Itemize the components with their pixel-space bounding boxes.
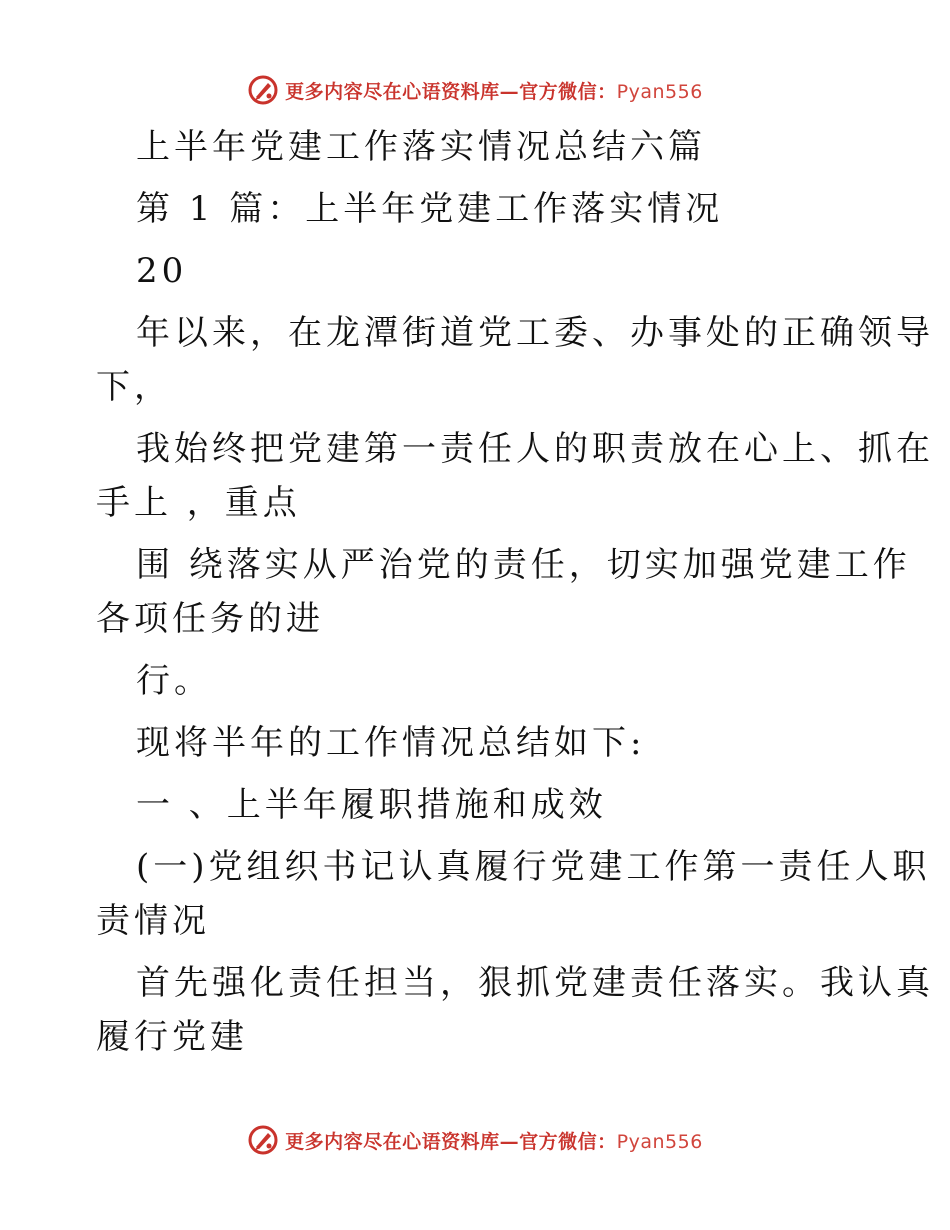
paragraph-line: 围 绕落实从严治党的责任，切实加强党建工作 — [136, 545, 911, 585]
paragraph-line: 年以来，在龙潭街道党工委、办事处的正确领导 — [136, 313, 934, 353]
header-site-text: 更多内容尽在心语资料库—官方微信： — [285, 80, 617, 103]
subsection-heading: 一 、上半年履职措施和成效 — [136, 785, 607, 825]
section-heading: 第 1 篇：上半年党建工作落实情况 — [136, 189, 724, 229]
paragraph-line: 我始终把党建第一责任人的职责放在心上、抓在 — [136, 429, 934, 469]
header-banner — [0, 70, 950, 110]
subsection-heading-continued: 责情况 — [96, 901, 210, 941]
paragraph-line: 下， — [96, 367, 172, 407]
paragraph-line: 各项任务的进 — [96, 599, 324, 639]
footer-banner-text — [285, 1127, 703, 1154]
paragraph-line: 现将半年的工作情况总结如下: — [136, 723, 646, 763]
paragraph-line: 行。 — [136, 661, 212, 701]
paragraph-line: 履行党建 — [96, 1017, 248, 1057]
header-banner-text — [285, 77, 703, 104]
footer-banner — [0, 1120, 950, 1160]
header-banner-content — [247, 74, 703, 106]
document-title: 上半年党建工作落实情况总结六篇 — [136, 127, 706, 167]
paragraph-line: 20 — [136, 251, 188, 291]
footer-wechat-id: Pyan556 — [616, 1130, 703, 1153]
subsection-heading: (一)党组织书记认真履行党建工作第一责任人职 — [136, 847, 931, 887]
red-writing-logo-icon — [247, 1124, 279, 1156]
paragraph-line: 手上 ，重点 — [96, 483, 301, 523]
header-wechat-id: Pyan556 — [616, 80, 703, 103]
footer-banner-content — [247, 1124, 703, 1156]
red-writing-logo-icon — [247, 74, 279, 106]
paragraph-line: 首先强化责任担当，狠抓党建责任落实。我认真 — [136, 963, 934, 1003]
footer-site-text: 更多内容尽在心语资料库—官方微信： — [285, 1130, 617, 1153]
document-body — [96, 120, 934, 1064]
